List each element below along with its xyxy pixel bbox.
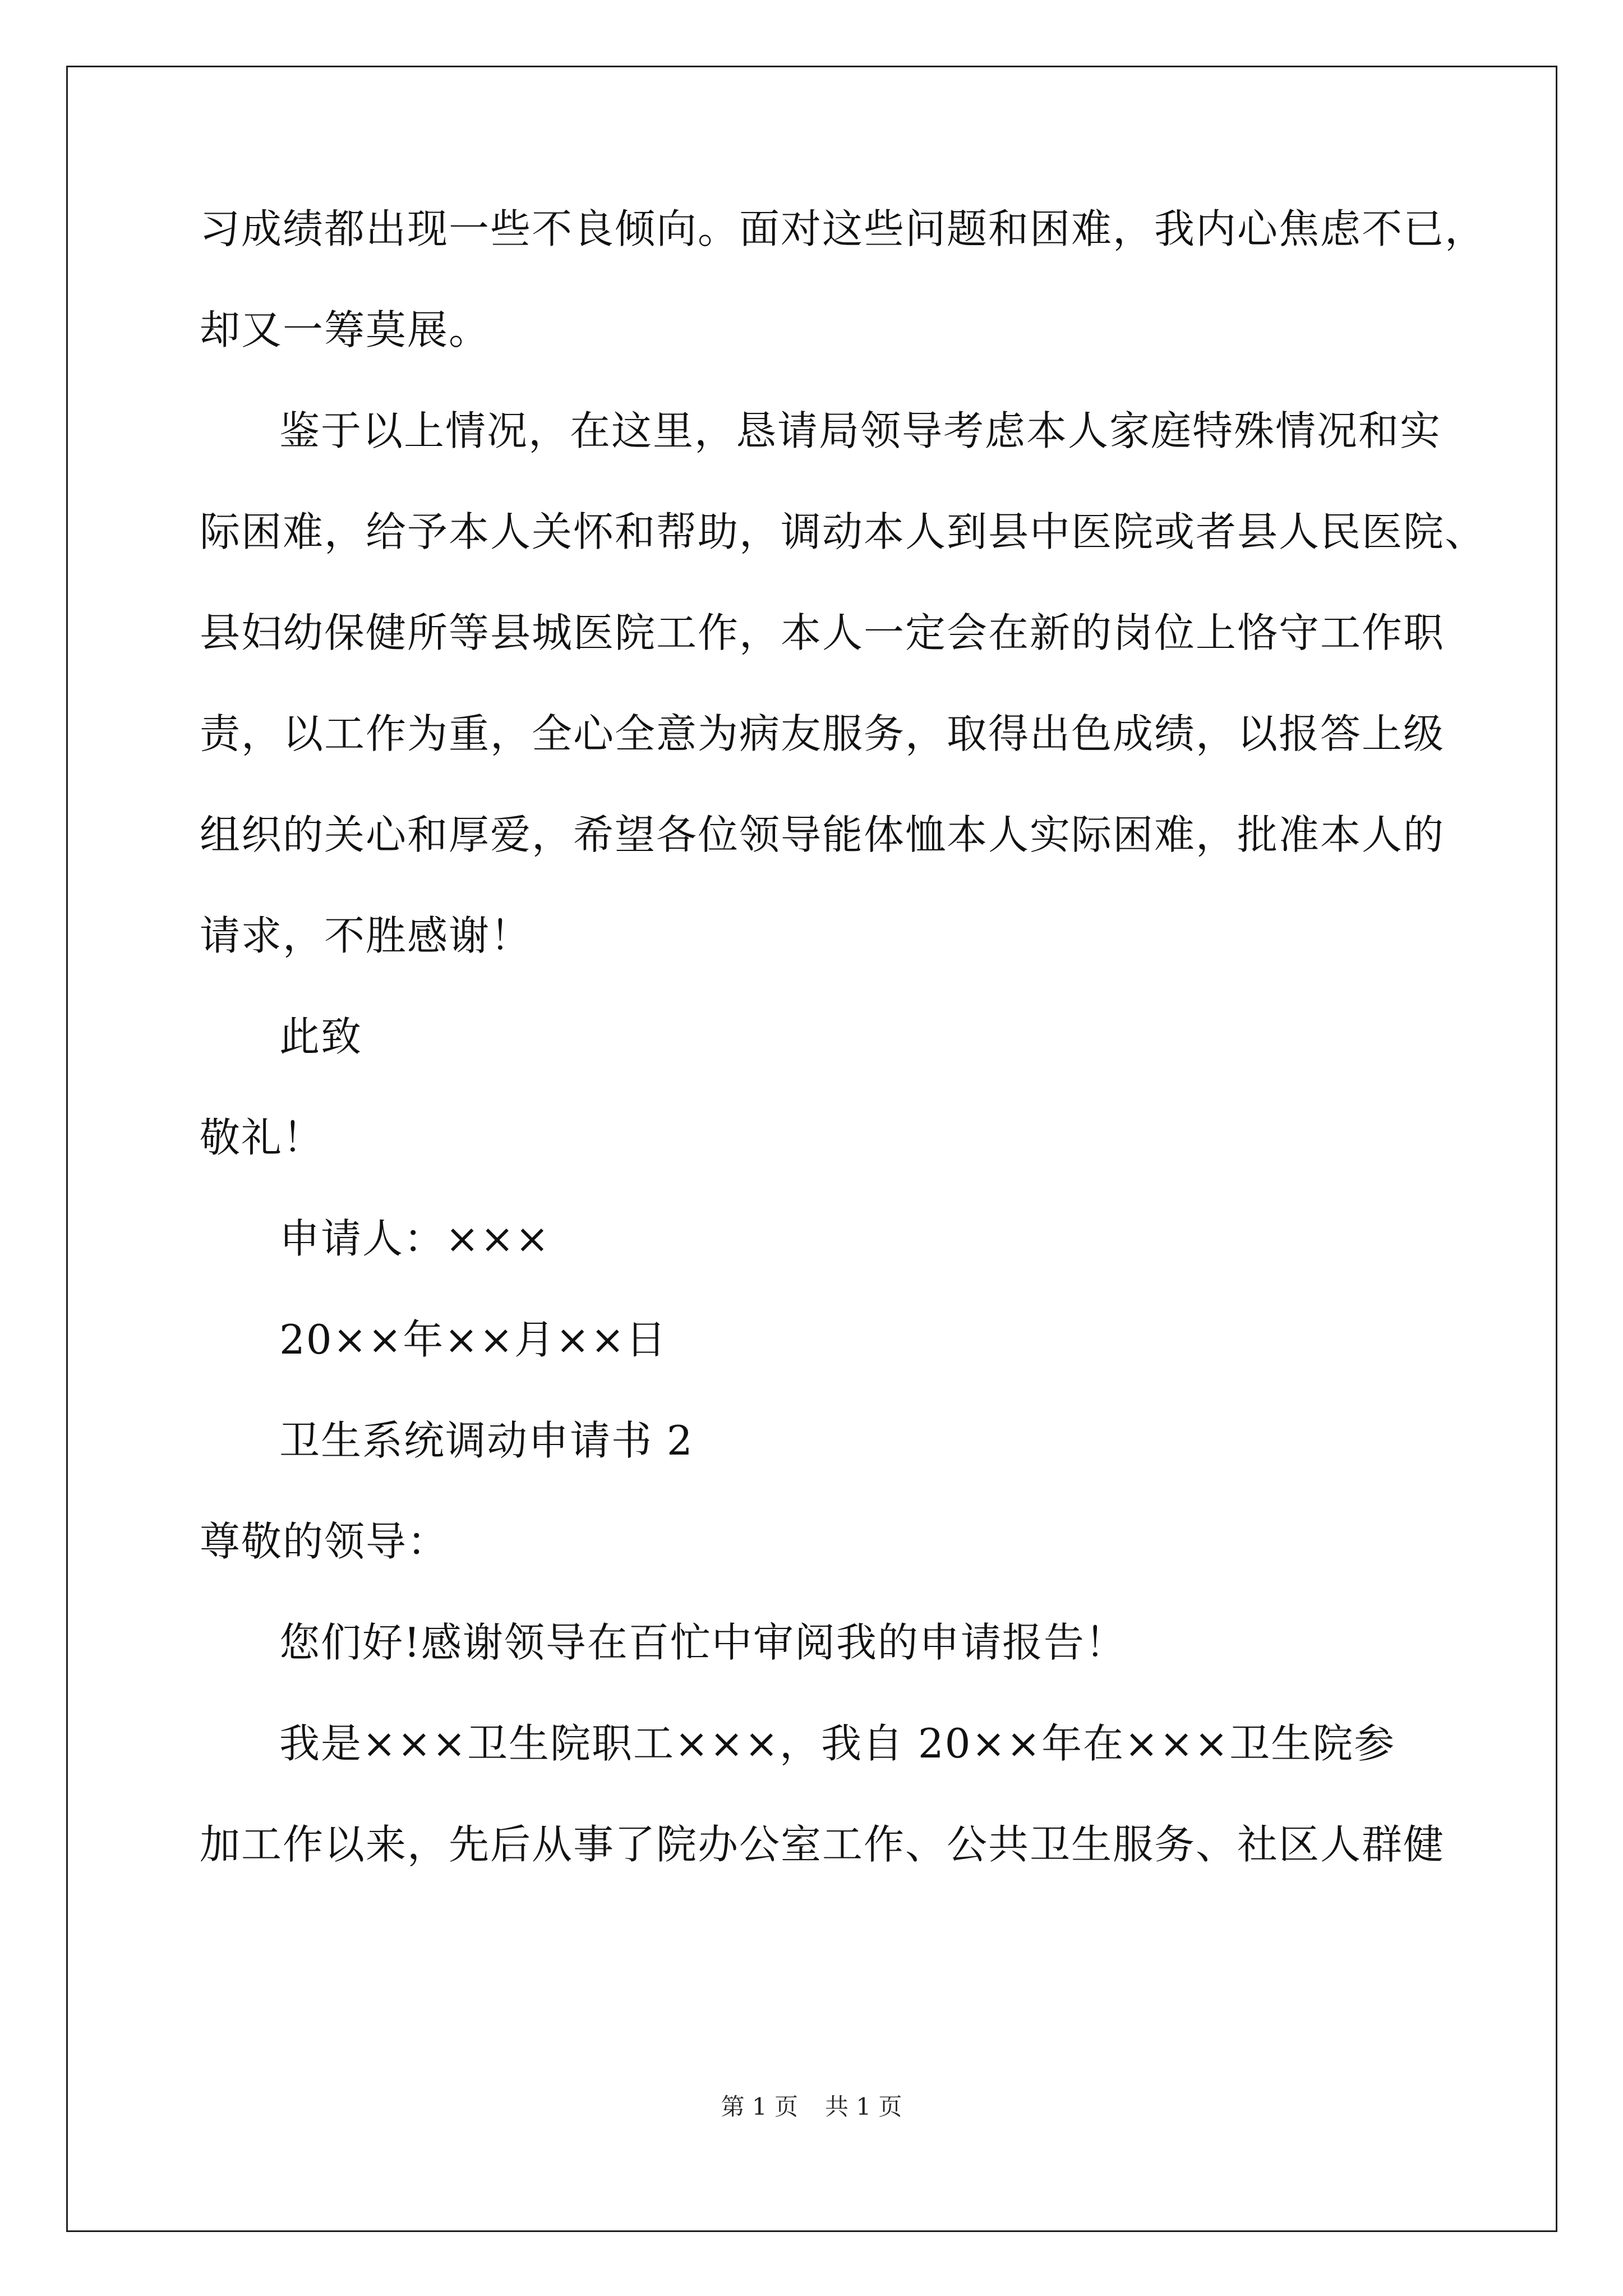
closing-regards: 敬礼！ bbox=[200, 1114, 325, 1161]
text-line: 请求，不胜感谢！ bbox=[200, 912, 532, 959]
date-line: 20××年××月××日 bbox=[279, 1316, 667, 1363]
text-line: 却又一筹莫展。 bbox=[200, 306, 491, 353]
text-line: 加工作以来，先后从事了院办公室工作、公共卫生服务、社区人群健 bbox=[200, 1821, 1445, 1868]
text-line: 您们好!感谢领导在百忙中审阅我的申请报告！ bbox=[279, 1619, 1127, 1666]
page-total: 共 1 页 bbox=[825, 2093, 902, 2120]
text-line: 我是×××卫生院职工×××，我自 20××年在×××卫生院参 bbox=[279, 1720, 1396, 1767]
section-title: 卫生系统调动申请书 2 bbox=[279, 1417, 694, 1464]
text-line: 习成绩都出现一些不良倾向。面对这些问题和困难，我内心焦虑不已， bbox=[200, 205, 1487, 252]
applicant-line: 申请人：××× bbox=[279, 1215, 550, 1262]
text-line: 组织的关心和厚爱，希望各位领导能体恤本人实际困难，批准本人的 bbox=[200, 811, 1445, 858]
text-line: 县妇幼保健所等县城医院工作，本人一定会在新的岗位上恪守工作职 bbox=[200, 609, 1445, 656]
closing-salutation: 此致 bbox=[279, 1013, 363, 1060]
greeting-line: 尊敬的领导： bbox=[200, 1518, 449, 1565]
text-line: 责，以工作为重，全心全意为病友服务，取得出色成绩，以报答上级 bbox=[200, 710, 1445, 757]
document-body bbox=[200, 201, 1487, 1917]
page-footer bbox=[0, 2091, 1623, 2123]
page-number: 第 1 页 bbox=[721, 2093, 798, 2120]
text-line: 鉴于以上情况，在这里，恳请局领导考虑本人家庭特殊情况和实 bbox=[279, 407, 1442, 454]
text-line: 际困难，给予本人关怀和帮助，调动本人到县中医院或者县人民医院、 bbox=[200, 508, 1487, 555]
